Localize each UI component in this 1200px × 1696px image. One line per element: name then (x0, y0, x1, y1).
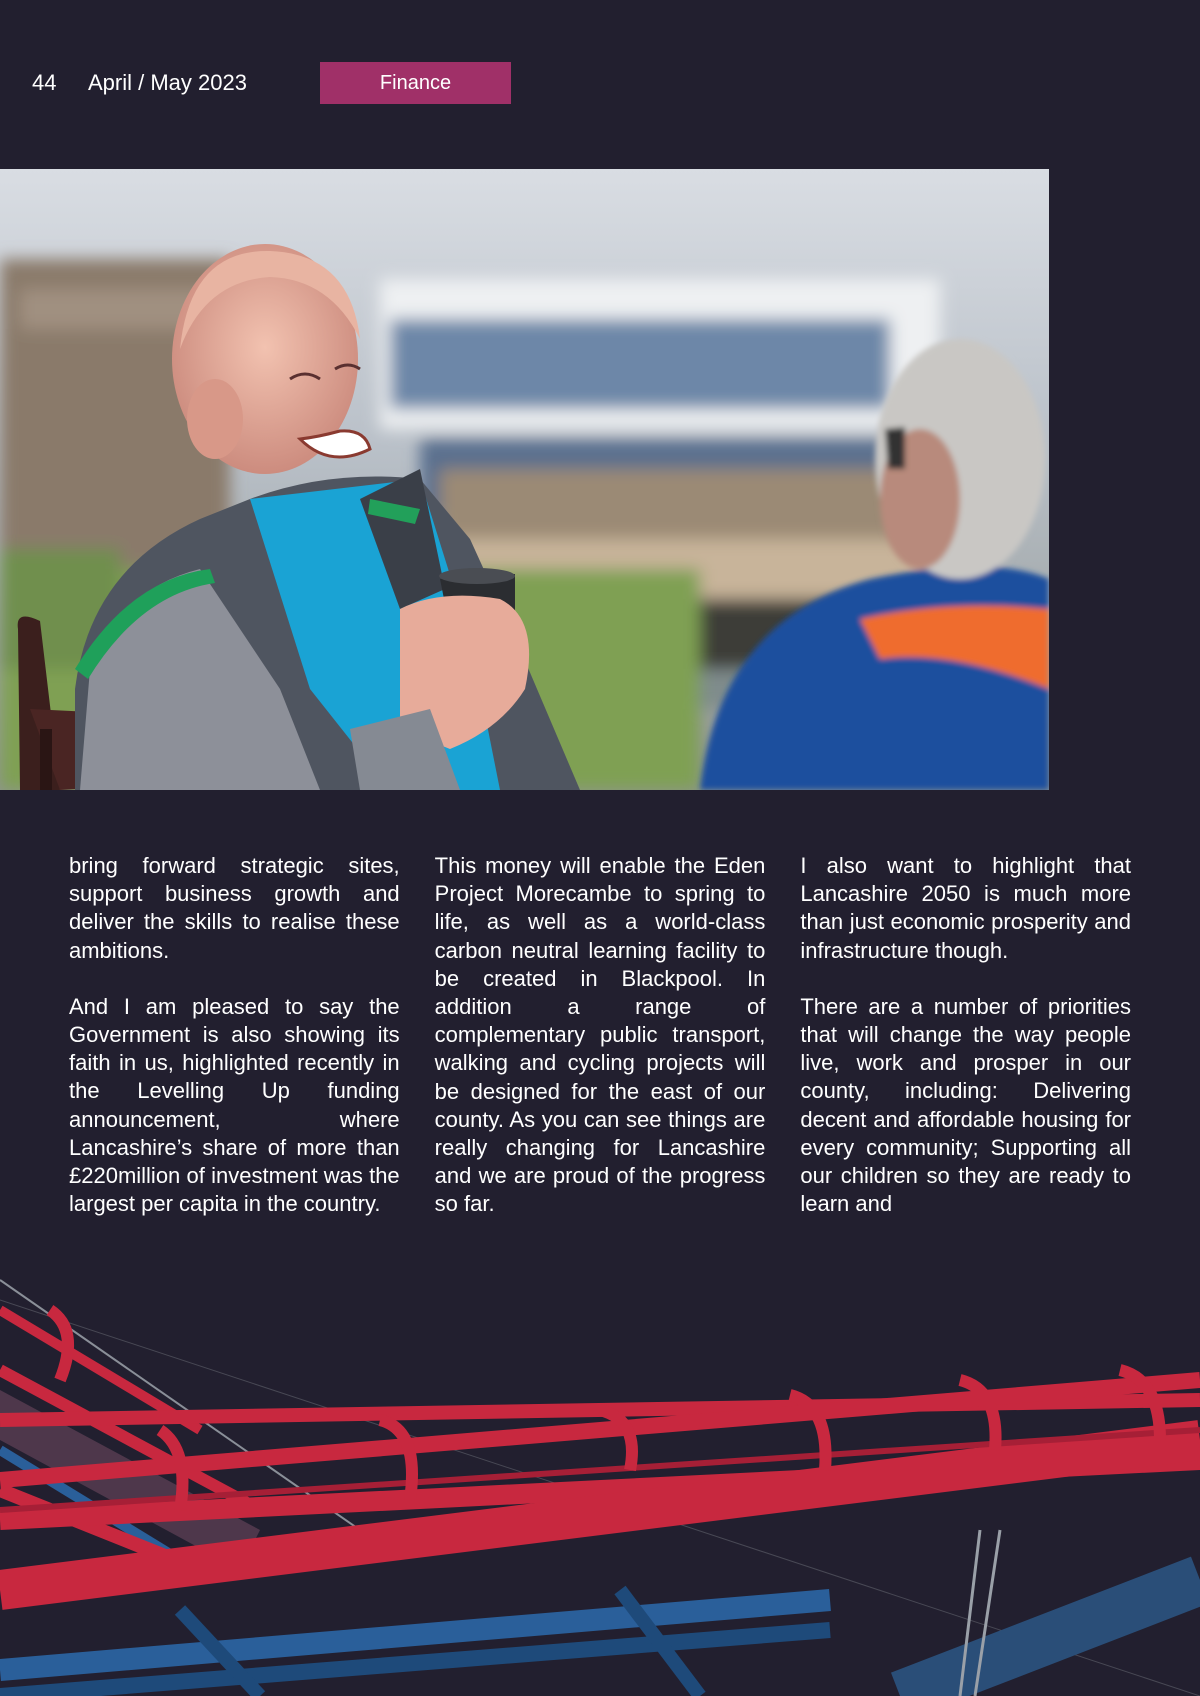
paragraph: This money will enable the Eden Project Morecambe to spring to life, as well as a world-class carbon neutral learning facility to be created in Blackpool. In addition a range of complementary public transport, walking and cycling projects will be designed for the east of our county. As you can see things are really changing for Lancashire and we are proud of the progress so far. (434, 853, 766, 1217)
rollercoaster-track-photo (0, 1270, 1200, 1696)
page-header (0, 62, 1200, 104)
paragraph: I also want to highlight that Lancashire 2050 is much more than just economic prosperity and infrastructure though. (800, 853, 1132, 963)
page-number: 44 (32, 70, 57, 95)
section-tag: Finance (320, 62, 511, 104)
paragraph: There are a number of priorities that will change the way people live, work and prosper in our county, including: Delivering decent and affordable housing for every community; Supporting all our children so they are ready to learn and (800, 993, 1132, 1217)
article-column-1 (69, 852, 400, 1252)
article-column-3 (800, 852, 1131, 1252)
issue-date: April / May 2023 (88, 70, 247, 95)
article-body (69, 852, 1131, 1252)
photo-men-on-bench (0, 169, 1049, 790)
paragraph: bring forward strategic sites, support business growth and deliver the skills to realise these ambitions. (69, 853, 400, 963)
paragraph: And I am pleased to say the Government is also showing its faith in us, highlighted recently in the Levelling Up funding announcement, where Lancashire’s share of more than £220million of investment was the largest per capita in the country. (69, 993, 400, 1217)
article-column-2 (435, 852, 766, 1252)
